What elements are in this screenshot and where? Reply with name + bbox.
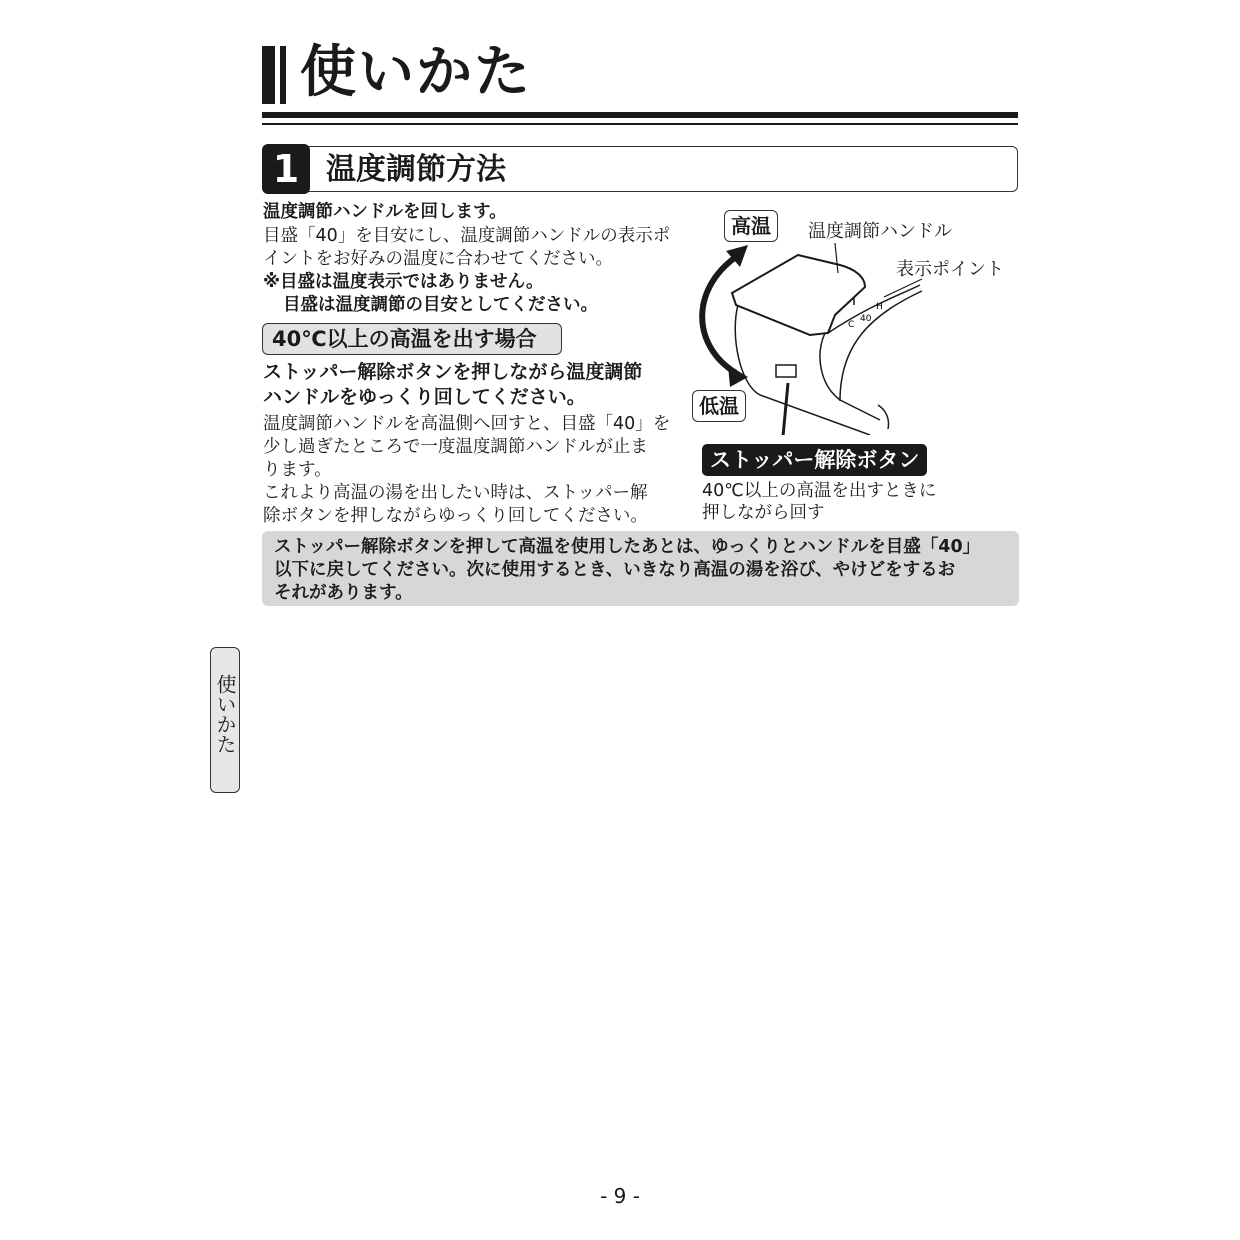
title-decoration-bars xyxy=(262,46,288,104)
label-temperature-handle: 温度調節ハンドル xyxy=(808,221,952,242)
label-indicator-point: 表示ポイント xyxy=(896,259,1004,280)
title-rule-thin xyxy=(262,123,1018,125)
label-high-temp: 高温 xyxy=(724,210,778,242)
page-number: - 9 - xyxy=(600,1184,640,1208)
warning-line: ストッパー解除ボタンを押して高温を使用したあとは、ゆっくりとハンドルを目盛「40」 xyxy=(274,537,981,557)
stopper-release-label: ストッパー解除ボタン xyxy=(702,444,927,476)
instruction-line: イントをお好みの温度に合わせてください。 xyxy=(263,249,613,269)
warning-line: 以下に戻してください。次に使用するとき、いきなり高温の湯を浴び、やけどをするお xyxy=(274,560,956,580)
stopper-description: 押しながら回す xyxy=(702,503,825,523)
stopper-instruction: ハンドルをゆっくり回してください。 xyxy=(263,386,586,408)
scale-mark: H xyxy=(876,302,883,312)
faucet-cut xyxy=(878,405,889,429)
stopper-instruction: ストッパー解除ボタンを押しながら温度調節 xyxy=(263,361,643,383)
handle-side xyxy=(820,333,880,420)
title-rule xyxy=(262,112,1018,118)
scale-mark: 40 xyxy=(860,314,872,324)
description-line: 温度調節ハンドルを高温側へ回すと、目盛「40」を xyxy=(263,414,671,434)
stopper-button xyxy=(776,365,796,377)
side-index-tab xyxy=(210,647,240,793)
warning-box xyxy=(262,531,1019,606)
section-number: 1 xyxy=(262,144,310,194)
subheading-high-temp: 40℃以上の高温を出す場合 xyxy=(272,327,537,351)
scale-note: ※目盛は温度表示ではありません。 xyxy=(263,272,544,292)
section-title: 温度調節方法 xyxy=(326,152,506,187)
label-low-temp: 低温 xyxy=(692,390,746,422)
leader-stopper xyxy=(782,383,788,435)
description-line: ります。 xyxy=(263,460,332,480)
scale-note: 目盛は温度調節の目安としてください。 xyxy=(283,295,598,315)
scale-mark: C xyxy=(848,320,855,330)
instruction-heading: 温度調節ハンドルを回します。 xyxy=(263,202,507,222)
warning-line: それがあります。 xyxy=(274,583,413,603)
description-line: 少し過ぎたところで一度温度調節ハンドルが止ま xyxy=(263,437,648,457)
side-tab-label: 使いかた xyxy=(213,674,237,754)
page-title: 使いかた xyxy=(300,40,532,105)
description-line: 除ボタンを押しながらゆっくり回してください。 xyxy=(263,506,648,526)
stopper-description: 40℃以上の高温を出すときに xyxy=(702,481,937,501)
instruction-line: 目盛「40」を目安にし、温度調節ハンドルの表示ポ xyxy=(263,226,671,246)
description-line: これより高温の湯を出したい時は、ストッパー解 xyxy=(263,483,648,503)
